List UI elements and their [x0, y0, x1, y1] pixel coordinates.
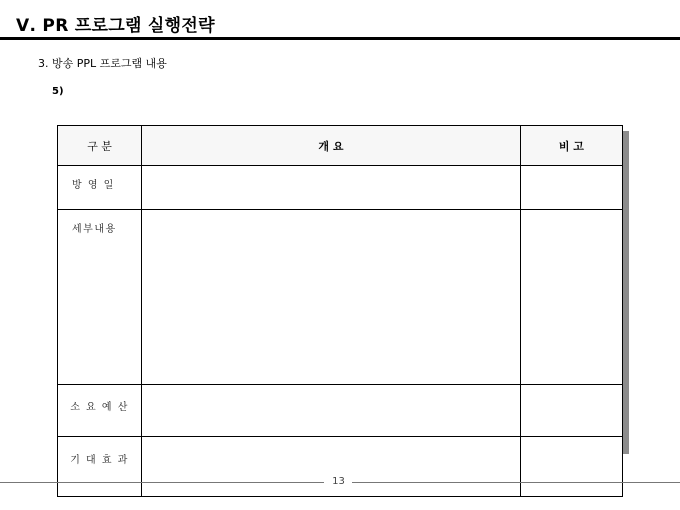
- row-label-broadcast-date: 방 영 일: [58, 166, 142, 210]
- header-summary: 개 요: [142, 126, 521, 166]
- table-row: [58, 210, 623, 385]
- header-remarks: 비 고: [520, 126, 622, 166]
- cell-broadcast-date-summary: [142, 166, 521, 210]
- cell-details-remarks: [520, 210, 622, 385]
- table-row: [58, 166, 623, 210]
- page-number: 13: [332, 476, 345, 487]
- header-category: 구 분: [58, 126, 142, 166]
- cell-broadcast-date-remarks: [520, 166, 622, 210]
- cell-details-summary: [142, 210, 521, 385]
- title-underline: [0, 37, 680, 40]
- table-row: [58, 437, 623, 497]
- row-label-expected-effect: 기 대 효 과: [58, 437, 142, 497]
- cell-expected-effect-remarks: [520, 437, 622, 497]
- table-header-row: [58, 126, 623, 166]
- footer-divider-right: [352, 482, 680, 483]
- row-label-details: 세부내용: [58, 210, 142, 385]
- cell-budget-summary: [142, 385, 521, 437]
- row-label-budget: 소 요 예 산: [58, 385, 142, 437]
- cell-budget-remarks: [520, 385, 622, 437]
- section-heading: 3. 방송 PPL 프로그램 내용: [38, 57, 167, 70]
- program-plan-table: [57, 125, 623, 497]
- cell-expected-effect-summary: [142, 437, 521, 497]
- page-title: Ⅴ. PR 프로그램 실행전략: [16, 16, 215, 36]
- subsection-number: 5): [52, 86, 64, 97]
- table-row: [58, 385, 623, 437]
- footer-divider-left: [0, 482, 324, 483]
